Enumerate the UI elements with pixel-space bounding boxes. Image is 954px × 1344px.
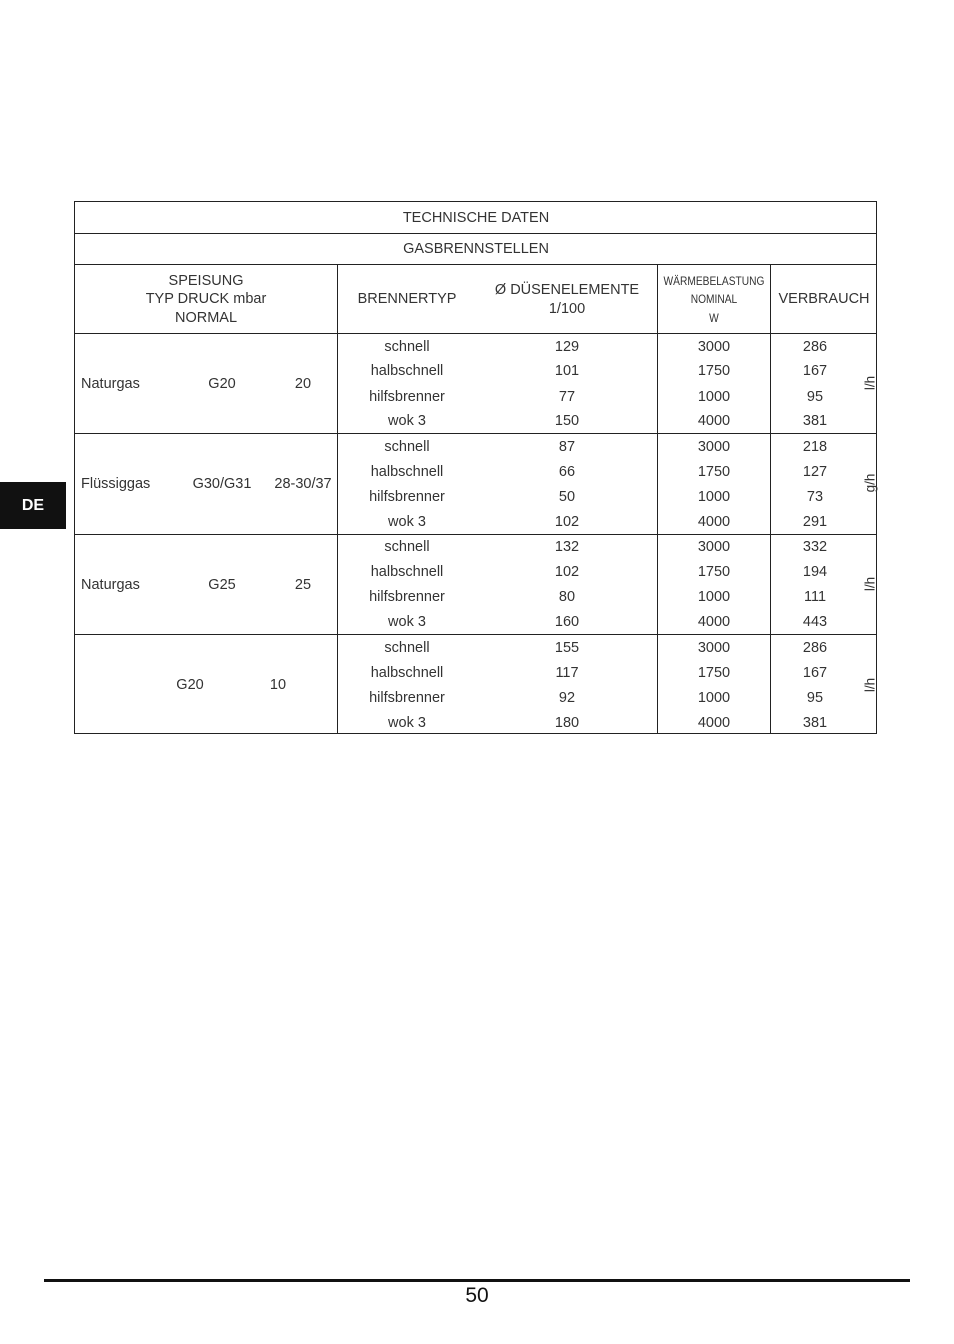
header-heat-line3: W	[709, 311, 719, 325]
consumption-cell: 286	[802, 640, 828, 656]
consumption-cell: 286	[802, 339, 828, 355]
nozzle-cell: 129	[554, 339, 580, 355]
power-cell: 3000	[697, 339, 731, 355]
header-nozzle-line1: Ø DÜSENELEMENTE	[494, 282, 640, 298]
burner-cell: halbschnell	[370, 564, 444, 580]
burner-cell: schnell	[384, 640, 430, 656]
nozzle-cell: 102	[554, 514, 580, 530]
burner-cell: halbschnell	[370, 665, 444, 681]
gas-name: Flüssiggas	[81, 476, 151, 492]
power-cell: 1750	[697, 665, 731, 681]
nozzle-cell: 80	[558, 589, 576, 605]
consumption-cell: 127	[802, 464, 828, 480]
burner-cell: schnell	[384, 339, 430, 355]
page-number: 50	[465, 1284, 489, 1307]
gas-name: Naturgas	[81, 577, 140, 593]
nozzle-cell: 50	[558, 489, 576, 505]
nozzle-cell: 102	[554, 564, 580, 580]
consumption-cell: 111	[803, 589, 827, 605]
footer-rule	[44, 1279, 910, 1282]
burner-cell: wok 3	[388, 715, 426, 731]
consumption-cell: 218	[802, 439, 828, 455]
gas-pressure: 20	[294, 376, 312, 392]
consumption-unit: l/h	[862, 677, 878, 693]
nozzle-cell: 132	[554, 539, 580, 555]
burner-cell: wok 3	[388, 614, 426, 630]
consumption-cell: 381	[802, 413, 828, 429]
burner-cell: wok 3	[388, 413, 426, 429]
power-cell: 1000	[697, 489, 731, 505]
gas-type: G20	[176, 677, 204, 693]
burner-cell: hilfsbrenner	[369, 690, 445, 706]
table-rule	[75, 634, 876, 635]
nozzle-cell: 77	[558, 389, 576, 405]
nozzle-cell: 155	[554, 640, 580, 656]
nozzle-cell: 117	[555, 665, 579, 681]
power-cell: 4000	[697, 715, 731, 731]
power-cell: 1000	[697, 589, 731, 605]
burner-cell: hilfsbrenner	[369, 389, 445, 405]
language-tab-label: DE	[21, 496, 45, 514]
table-subtitle: GASBRENNSTELLEN	[403, 241, 549, 257]
consumption-cell: 95	[806, 389, 824, 405]
power-cell: 4000	[697, 514, 731, 530]
header-consumption: VERBRAUCH	[778, 291, 870, 307]
gas-name: Naturgas	[81, 376, 140, 392]
gas-type: G25	[208, 577, 236, 593]
burner-cell: halbschnell	[370, 464, 444, 480]
nozzle-cell: 160	[554, 614, 580, 630]
power-cell: 3000	[697, 640, 731, 656]
power-cell: 1000	[697, 389, 731, 405]
consumption-cell: 95	[806, 690, 824, 706]
consumption-unit: l/h	[862, 375, 878, 391]
nozzle-cell: 150	[554, 413, 580, 429]
consumption-cell: 167	[802, 665, 828, 681]
table-column-rule	[770, 264, 771, 733]
gas-type: G20	[208, 376, 236, 392]
nozzle-cell: 87	[558, 439, 576, 455]
header-burner-type: BRENNERTYP	[357, 291, 457, 307]
table-rule	[75, 534, 876, 535]
burner-cell: schnell	[384, 539, 430, 555]
header-heat-line1: WÄRMEBELASTUNG	[663, 274, 765, 288]
power-cell: 1000	[697, 690, 731, 706]
burner-cell: hilfsbrenner	[369, 489, 445, 505]
nozzle-cell: 180	[554, 715, 580, 731]
language-tab	[0, 482, 66, 529]
consumption-cell: 167	[802, 363, 828, 379]
nozzle-cell: 92	[558, 690, 576, 706]
gas-pressure: 25	[294, 577, 312, 593]
table-column-rule	[337, 264, 338, 733]
header-nozzle-line2: 1/100	[548, 301, 586, 317]
table-rule	[75, 433, 876, 434]
table-rule	[75, 333, 876, 334]
gas-type: G30/G31	[192, 476, 252, 492]
header-supply-line2: TYP DRUCK mbar	[145, 291, 267, 307]
consumption-cell: 73	[806, 489, 824, 505]
table-rule	[75, 264, 876, 265]
burner-cell: halbschnell	[370, 363, 444, 379]
burner-cell: wok 3	[388, 514, 426, 530]
nozzle-cell: 66	[558, 464, 576, 480]
consumption-unit: g/h	[862, 473, 878, 493]
power-cell: 1750	[697, 464, 731, 480]
consumption-cell: 443	[802, 614, 828, 630]
gas-pressure: 28-30/37	[274, 476, 332, 492]
header-supply-line1: SPEISUNG	[168, 273, 244, 289]
header-heat-line2: NOMINAL	[690, 292, 738, 306]
power-cell: 1750	[697, 363, 731, 379]
consumption-cell: 194	[802, 564, 828, 580]
burner-cell: schnell	[384, 439, 430, 455]
consumption-unit: l/h	[862, 576, 878, 592]
table-rule	[75, 233, 876, 234]
burner-cell: hilfsbrenner	[369, 589, 445, 605]
power-cell: 3000	[697, 539, 731, 555]
power-cell: 4000	[697, 413, 731, 429]
table-column-rule	[657, 264, 658, 733]
power-cell: 4000	[697, 614, 731, 630]
consumption-cell: 291	[802, 514, 828, 530]
power-cell: 3000	[697, 439, 731, 455]
technical-data-table	[74, 201, 877, 734]
header-supply-line3: NORMAL	[174, 310, 238, 326]
gas-pressure: 10	[269, 677, 287, 693]
consumption-cell: 332	[802, 539, 828, 555]
consumption-cell: 381	[802, 715, 828, 731]
table-title: TECHNISCHE DATEN	[402, 210, 550, 226]
nozzle-cell: 101	[554, 363, 580, 379]
power-cell: 1750	[697, 564, 731, 580]
